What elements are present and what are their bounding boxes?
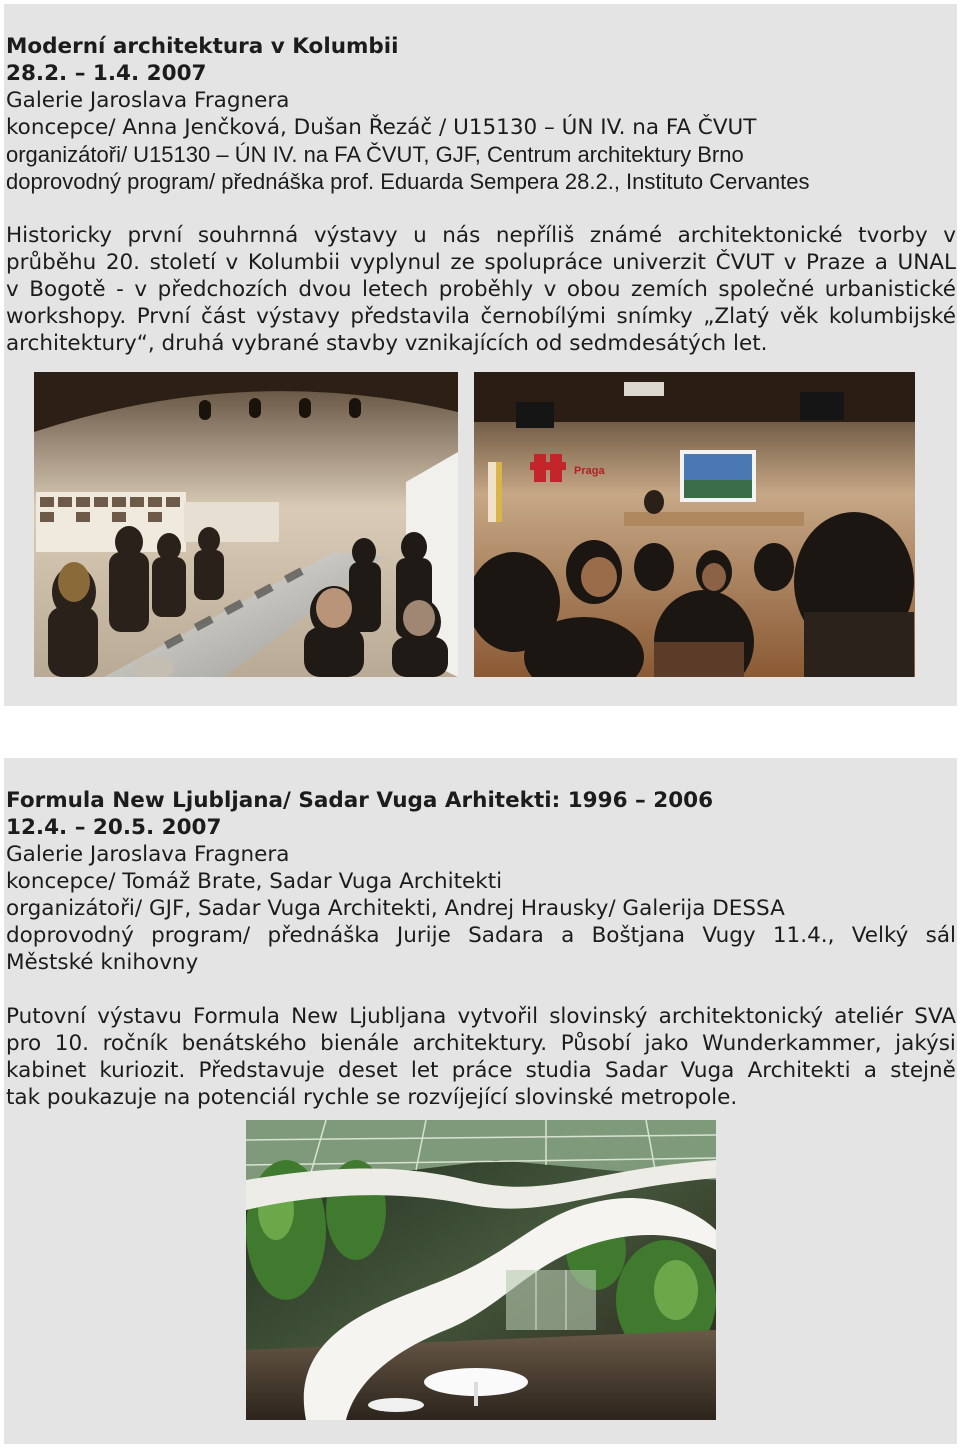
word: jako bbox=[644, 1031, 689, 1056]
word: architektonický bbox=[658, 1004, 824, 1029]
word: část bbox=[200, 304, 246, 329]
word: benátského bbox=[181, 1031, 307, 1056]
description-line-last: tak poukazuje na potenciál rychle se rozvíjející slovinské metropole. bbox=[6, 1085, 738, 1110]
exhibition-dates: 28.2. – 1.4. 2007 bbox=[6, 61, 207, 86]
word: průběhu bbox=[6, 250, 97, 275]
word: věk bbox=[779, 304, 819, 329]
exhibition-title: Moderní architektura v Kolumbii bbox=[6, 34, 399, 59]
word: vyplynul bbox=[349, 250, 441, 275]
description-line bbox=[6, 1003, 956, 1030]
description-line bbox=[6, 1030, 956, 1057]
word: a bbox=[874, 250, 888, 275]
word: předchozích bbox=[157, 277, 288, 302]
word: - bbox=[116, 277, 124, 302]
word: výstavu bbox=[97, 1004, 182, 1029]
word: Velký bbox=[851, 923, 909, 948]
exhibition-program: doprovodný program/ přednáška prof. Eduarda Sempera 28.2., Instituto Cervantes bbox=[6, 169, 810, 194]
word: UNAL bbox=[897, 250, 956, 275]
exhibition-block-colombia bbox=[4, 4, 957, 706]
word: Vugy bbox=[702, 923, 756, 948]
exhibition-hall-photo bbox=[34, 372, 458, 677]
description-line bbox=[6, 1057, 956, 1084]
word: v bbox=[943, 223, 956, 248]
word: Putovní bbox=[6, 1004, 87, 1029]
exhibition-title: Formula New Ljubljana/ Sadar Vuga Arhitekti: 1996 – 2006 bbox=[6, 788, 714, 813]
praga-sign: Praga bbox=[574, 465, 605, 477]
word: a bbox=[863, 1058, 877, 1083]
word: slovinský bbox=[549, 1004, 648, 1029]
word: snímky bbox=[616, 304, 693, 329]
word: první bbox=[127, 223, 183, 248]
word: výstavy bbox=[256, 304, 340, 329]
word: Wunderkammer, bbox=[702, 1031, 882, 1056]
word: Bogotě bbox=[29, 277, 106, 302]
word: Sadara bbox=[468, 923, 544, 948]
word: Formula bbox=[193, 1004, 280, 1029]
word: ze bbox=[450, 250, 475, 275]
description-line bbox=[6, 276, 956, 303]
word: století bbox=[149, 250, 216, 275]
exhibition-organizers: organizátoři/ U15130 – ÚN IV. na FA ČVUT, GJF, Centrum architektury Brno bbox=[6, 142, 744, 167]
exhibition-gallery: Galerie Jaroslava Fragnera bbox=[6, 842, 290, 867]
word: První bbox=[136, 304, 191, 329]
exhibition-dates: 12.4. – 20.5. 2007 bbox=[6, 815, 222, 840]
word: spolupráce bbox=[484, 250, 603, 275]
description-line-last: architektury“, druhá vybrané stavby vznikajících od sedmdesátých let. bbox=[6, 331, 768, 356]
word: pro bbox=[6, 1031, 42, 1056]
word: bienále bbox=[320, 1031, 400, 1056]
word: Historicky bbox=[6, 223, 112, 248]
word: představila bbox=[350, 304, 470, 329]
exhibition-gallery: Galerie Jaroslava Fragnera bbox=[6, 88, 290, 113]
word: Jurije bbox=[396, 923, 451, 948]
word: Působí bbox=[560, 1031, 631, 1056]
exhibition-concept: koncepce/ Tomáž Brate, Sadar Vuga Architekti bbox=[6, 869, 503, 894]
word: ročník bbox=[102, 1031, 168, 1056]
description-line bbox=[6, 249, 956, 276]
word: Boštjana bbox=[591, 923, 686, 948]
exhibition-program bbox=[6, 922, 956, 949]
word: v bbox=[543, 277, 557, 302]
word: v bbox=[6, 277, 19, 302]
word: 11.4., bbox=[772, 923, 835, 948]
word: urbanistické bbox=[824, 277, 956, 302]
word: v bbox=[783, 250, 797, 275]
word: v bbox=[134, 277, 148, 302]
word: společné bbox=[718, 277, 815, 302]
word: New bbox=[291, 1004, 339, 1029]
word: doprovodný bbox=[6, 923, 134, 948]
word: let bbox=[410, 1058, 439, 1083]
word: 10. bbox=[54, 1031, 89, 1056]
word: a bbox=[561, 923, 575, 948]
word: tvorby bbox=[858, 223, 928, 248]
word: deset bbox=[337, 1058, 398, 1083]
word: ateliér bbox=[834, 1004, 904, 1029]
word: „Zlatý bbox=[703, 304, 770, 329]
word: proběhly bbox=[438, 277, 534, 302]
word: známé bbox=[589, 223, 663, 248]
description-line bbox=[6, 303, 956, 330]
word: zemích bbox=[630, 277, 708, 302]
word: kolumbijské bbox=[828, 304, 956, 329]
word: ČVUT bbox=[715, 250, 775, 275]
word: studia bbox=[525, 1058, 592, 1083]
description-line bbox=[6, 222, 956, 249]
word: architektonické bbox=[677, 223, 843, 248]
exhibition-organizers: organizátoři/ GJF, Sadar Vuga Architekti, Andrej Hrausky/ Galerija DESSA bbox=[6, 896, 785, 921]
word: u bbox=[413, 223, 427, 248]
word: Sadar bbox=[604, 1058, 668, 1083]
word: univerzit bbox=[612, 250, 706, 275]
word: stejně bbox=[890, 1058, 956, 1083]
word: sál bbox=[925, 923, 956, 948]
lecture-hall-photo bbox=[474, 372, 915, 677]
word: v bbox=[225, 250, 239, 275]
word: práce bbox=[451, 1058, 513, 1083]
word: workshopy. bbox=[6, 304, 127, 329]
word: vytvořil bbox=[457, 1004, 539, 1029]
word: Kolumbii bbox=[247, 250, 341, 275]
interior-photo bbox=[246, 1120, 716, 1420]
word: černobílými bbox=[480, 304, 606, 329]
word: program/ bbox=[151, 923, 251, 948]
word: kuriozit. bbox=[99, 1058, 186, 1083]
word: nepříliš bbox=[495, 223, 575, 248]
exhibition-block-ljubljana bbox=[4, 758, 957, 1444]
word: jakýsi bbox=[895, 1031, 956, 1056]
word: Architekti bbox=[747, 1058, 851, 1083]
word: dvou bbox=[298, 277, 352, 302]
word: Ljubljana bbox=[349, 1004, 447, 1029]
word: Vuga bbox=[680, 1058, 735, 1083]
word: architektury. bbox=[412, 1031, 548, 1056]
exhibition-program-last: Městské knihovny bbox=[6, 950, 199, 975]
exhibition-concept: koncepce/ Anna Jenčková, Dušan Řezáč / U15130 – ÚN IV. na FA ČVUT bbox=[6, 115, 757, 140]
word: SVA bbox=[914, 1004, 956, 1029]
word: souhrnná bbox=[197, 223, 299, 248]
word: Představuje bbox=[198, 1058, 325, 1083]
word: obou bbox=[566, 277, 621, 302]
word: přednáška bbox=[267, 923, 380, 948]
word: 20. bbox=[105, 250, 141, 275]
word: Praze bbox=[806, 250, 866, 275]
word: nás bbox=[442, 223, 481, 248]
word: kabinet bbox=[6, 1058, 87, 1083]
word: výstavy bbox=[313, 223, 398, 248]
word: letech bbox=[361, 277, 429, 302]
